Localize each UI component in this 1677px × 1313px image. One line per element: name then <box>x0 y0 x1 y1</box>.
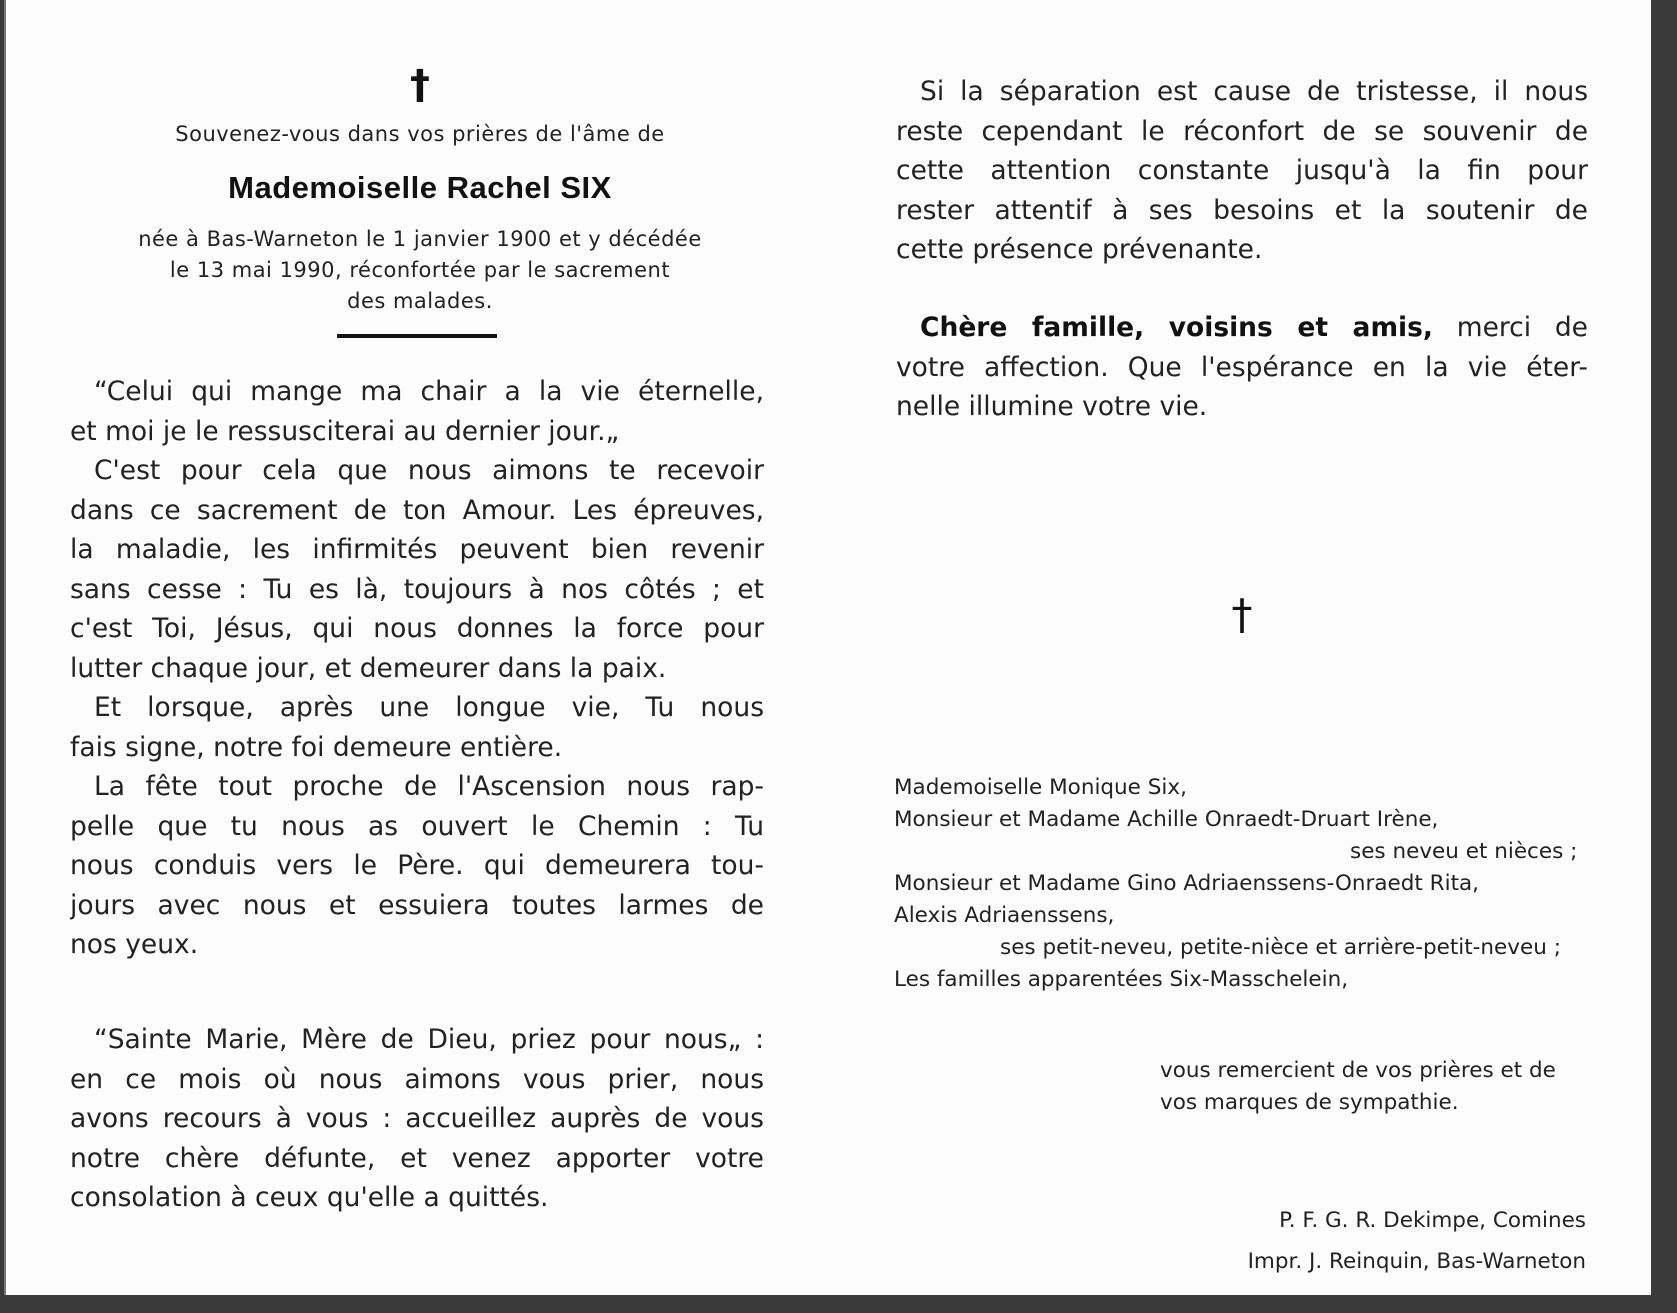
cross-icon: † <box>410 62 430 108</box>
prayer-line: avons recours à vous : accueillez auprès de vous <box>70 1103 764 1134</box>
body-line: sans cesse : Tu es là, toujours à nos côtés ; et <box>70 573 764 605</box>
body-line: Et lorsque, après une longue vie, Tu nous <box>94 692 764 723</box>
para-line: rester attentif à ses besoins et la soutenir de <box>896 194 1588 226</box>
separation-paragraph <box>896 72 1588 270</box>
family-line: Mademoiselle Monique Six, <box>894 775 1187 800</box>
body-line: lutter chaque jour, et demeurer dans la paix. <box>70 652 667 684</box>
body-line: dans ce sacrement de ton Amour. Les épreuves, <box>70 494 764 526</box>
para-line: cette attention constante jusqu'à la fin pour <box>896 155 1588 186</box>
family-line: Les familles apparentées Six-Masschelein, <box>894 967 1349 992</box>
body-line: pelle que tu nous as ouvert le Chemin : Tu <box>70 810 764 842</box>
birth-line: des malades. <box>347 289 493 313</box>
family-line: Monsieur et Madame Achille Onraedt-Druart Irène, <box>894 807 1439 832</box>
body-line: c'est Toi, Jésus, qui nous donnes la force pour <box>70 613 764 644</box>
closing-line: vos marques de sympathie. <box>1160 1090 1459 1115</box>
para-line <box>896 308 1588 348</box>
credit-line: Impr. J. Reinquin, Bas-Warneton <box>1247 1249 1586 1274</box>
body-line: la maladie, les infirmités peuvent bien revenir <box>70 534 764 565</box>
para-line: reste cependant le réconfort de se souvenir de <box>896 115 1588 147</box>
para-line: votre affection. Que l'espérance en la vie éter- <box>896 351 1588 383</box>
family-list <box>894 772 1594 996</box>
para-line: nelle illumine votre vie. <box>896 391 1208 422</box>
greeting-bold: Chère famille, voisins et amis, <box>920 312 1433 343</box>
body-line: nous conduis vers le Père. qui demeurera tou- <box>70 850 764 881</box>
prayer-text <box>70 1020 764 1218</box>
prayer-line: consolation à ceux qu'elle a quittés. <box>70 1182 549 1213</box>
thanks-closing <box>1160 1055 1600 1119</box>
prayer-line: notre chère défunte, et venez apporter votre <box>70 1142 764 1174</box>
body-line: fais signe, notre foi demeure entière. <box>70 731 563 763</box>
intro-text: Souvenez-vous dans vos prières de l'âme de <box>175 122 665 146</box>
body-line: et moi je le ressusciterai au dernier jour.„ <box>70 415 620 447</box>
birth-death-info <box>90 224 750 317</box>
para-line: Si la séparation est cause de tristesse, il nous <box>920 76 1588 107</box>
body-line: C'est pour cela que nous aimons te recevoir <box>94 455 764 486</box>
cross-icon: † <box>1231 590 1253 639</box>
thanks-paragraph <box>896 308 1588 427</box>
scripture-text <box>70 372 764 965</box>
family-line: Alexis Adriaenssens, <box>894 903 1115 928</box>
family-relation: ses neveu et nièces ; <box>1350 839 1578 864</box>
divider-rule <box>337 334 497 338</box>
body-line: La fête tout proche de l'Ascension nous rap- <box>94 771 764 802</box>
printer-credits <box>1180 1200 1586 1282</box>
family-line: Monsieur et Madame Gino Adriaenssens-Onraedt Rita, <box>894 871 1480 896</box>
closing-line: vous remercient de vos prières et de <box>1160 1058 1556 1083</box>
para-line: cette présence prévenante. <box>896 234 1263 265</box>
birth-line: née à Bas-Warneton le 1 janvier 1900 et y décédée <box>138 227 702 251</box>
credit-line: P. F. G. R. Dekimpe, Comines <box>1279 1208 1586 1233</box>
body-line: jours avec nous et essuiera toutes larmes de <box>70 889 764 921</box>
body-line: nos yeux. <box>70 929 199 960</box>
prayer-line: en ce mois où nous aimons vous prier, nous <box>70 1063 764 1095</box>
birth-line: le 13 mai 1990, réconfortée par le sacrement <box>169 258 671 282</box>
body-line: “Celui qui mange ma chair a la vie éternelle, <box>94 376 764 407</box>
prayer-line: “Sainte Marie, Mère de Dieu, priez pour nous„ : <box>94 1024 764 1055</box>
deceased-name: Mademoiselle Rachel SIX <box>228 170 612 205</box>
greeting-rest: merci de <box>1456 312 1588 343</box>
family-relation: ses petit-neveu, petite-nièce et arrière-petit-neveu ; <box>1000 935 1561 960</box>
